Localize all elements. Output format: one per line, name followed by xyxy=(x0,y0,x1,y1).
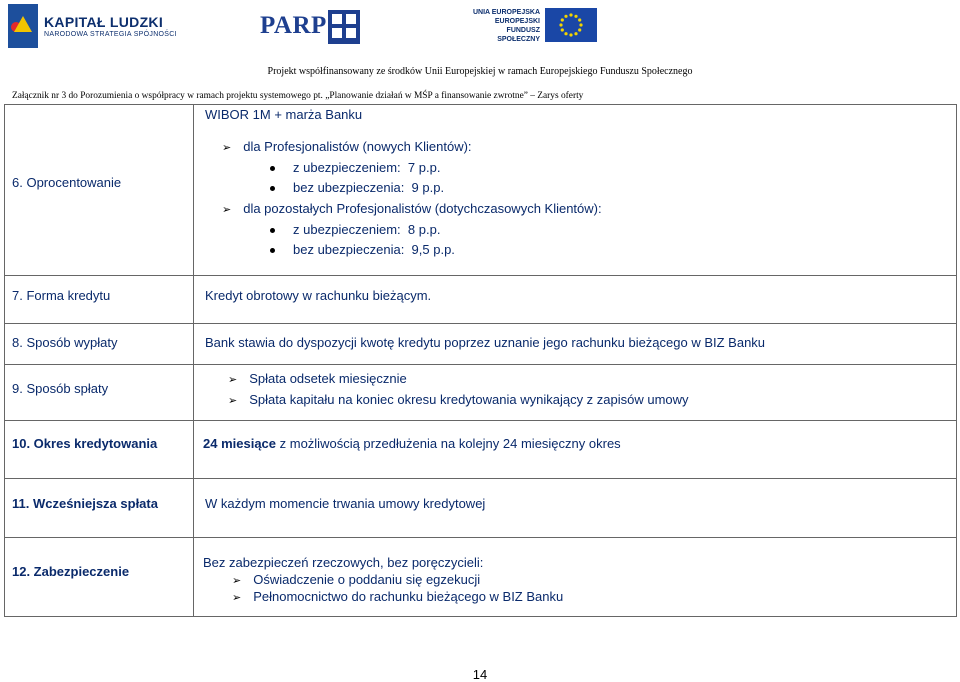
row-divider xyxy=(4,323,957,324)
arrow-bullet-icon: ➢ xyxy=(228,394,238,407)
row-label-sposob-splaty: 9. Sposób spłaty xyxy=(12,381,109,396)
period-rest: z możliwością przedłużenia na kolejny 24 miesięczny okres xyxy=(276,436,621,451)
arrow-bullet-icon: ➢ xyxy=(232,574,242,587)
row-label-okres-kredytowania: 10. Okres kredytowania xyxy=(12,436,158,451)
kapital-ludzki-subtitle: NARODOWA STRATEGIA SPÓJNOŚCI xyxy=(44,31,177,38)
row-label-forma-kredytu: 7. Forma kredytu xyxy=(12,288,111,303)
eu-line-2: EUROPEJSKI xyxy=(494,18,540,25)
group-label: dla Profesjonalistów (nowych Klientów): xyxy=(243,139,472,154)
item-label: z ubezpieczeniem: xyxy=(293,222,401,237)
item-value: 8 p.p. xyxy=(407,222,441,237)
eu-line-1: UNIA EUROPEJSKA xyxy=(472,9,540,16)
column-divider xyxy=(193,104,194,617)
page-number: 14 xyxy=(472,667,488,682)
row-divider xyxy=(4,275,957,276)
row-label-zabezpieczenie: 12. Zabezpieczenie xyxy=(12,564,130,579)
dot-bullet-icon xyxy=(270,228,275,233)
wibor-text: WIBOR 1M + marża Banku xyxy=(205,107,363,122)
interest-group-new-clients xyxy=(222,139,472,154)
parp-emblem-icon xyxy=(328,10,360,44)
arrow-bullet-icon: ➢ xyxy=(222,203,232,216)
interest-item xyxy=(270,180,444,195)
period-bold: 24 miesiące xyxy=(203,436,277,451)
eu-line-3: FUNDUSZ SPOŁECZNY xyxy=(497,27,540,43)
interest-group-existing-clients xyxy=(222,201,602,216)
row-value-sposob-wyplaty: Bank stawia do dyspozycji kwotę kredytu poprzez uznanie jego rachunku bieżącego w BIZ Banku xyxy=(205,335,766,350)
item-label: Pełnomocnictwo do rachunku bieżącego w BIZ Banku xyxy=(253,589,564,604)
parp-wordmark: PARP xyxy=(260,12,327,39)
project-line: Projekt współfinansowany ze środków Unii Europejskiej w ramach Europejskiego Funduszu Społecznego xyxy=(267,66,693,77)
collateral-item xyxy=(232,572,480,587)
row-divider xyxy=(4,364,957,365)
row-value-forma-kredytu: Kredyt obrotowy w rachunku bieżącym. xyxy=(205,288,432,303)
item-label: z ubezpieczeniem: xyxy=(293,160,401,175)
kapital-ludzki-emblem-icon xyxy=(8,4,38,48)
row-divider xyxy=(4,537,957,538)
eu-logo-text xyxy=(468,8,540,44)
interest-item xyxy=(270,160,440,175)
row-divider xyxy=(4,478,957,479)
repayment-item xyxy=(228,371,407,386)
interest-item xyxy=(270,242,455,257)
item-label: Oświadczenie o poddaniu się egzekucji xyxy=(253,572,481,587)
arrow-bullet-icon: ➢ xyxy=(222,141,232,154)
parp-logo xyxy=(260,10,370,48)
item-label: Spłata odsetek miesięcznie xyxy=(249,371,407,386)
interest-item xyxy=(270,222,440,237)
kapital-ludzki-logo xyxy=(8,4,177,50)
item-label: bez ubezpieczenia: xyxy=(293,242,405,257)
arrow-bullet-icon: ➢ xyxy=(232,591,242,604)
collateral-item xyxy=(232,589,563,604)
dot-bullet-icon xyxy=(270,248,275,253)
row-value-wczesniejsza-splata: W każdym momencie trwania umowy kredytowej xyxy=(205,496,486,511)
item-label: Spłata kapitału na koniec okresu kredytowania wynikający z zapisów umowy xyxy=(249,392,689,407)
arrow-bullet-icon: ➢ xyxy=(228,373,238,386)
row-divider xyxy=(4,420,957,421)
dot-bullet-icon xyxy=(270,186,275,191)
row-label-oprocentowanie: 6. Oprocentowanie xyxy=(12,175,122,190)
repayment-item xyxy=(228,392,689,407)
dot-bullet-icon xyxy=(270,166,275,171)
eu-logo xyxy=(468,8,598,46)
eu-flag-icon xyxy=(545,8,597,42)
group-label: dla pozostałych Profesjonalistów (dotychczasowych Klientów): xyxy=(243,201,602,216)
logo-bar xyxy=(0,0,960,60)
row-value-okres-kredytowania xyxy=(203,436,621,451)
kapital-ludzki-title: KAPITAŁ LUDZKI xyxy=(44,14,164,30)
item-value: 7 p.p. xyxy=(407,160,441,175)
item-label: bez ubezpieczenia: xyxy=(293,180,405,195)
row-label-wczesniejsza-splata: 11. Wcześniejsza spłata xyxy=(12,496,158,511)
row-label-sposob-wyplaty: 8. Sposób wypłaty xyxy=(12,335,118,350)
item-value: 9 p.p. xyxy=(411,180,445,195)
item-value: 9,5 p.p. xyxy=(411,242,455,257)
annex-line: Załącznik nr 3 do Porozumienia o współpracy w ramach projektu systemowego pt. „Planowanie działań w MŚP a finansowanie zwrotne” – Zarys oferty xyxy=(12,91,584,101)
collateral-intro: Bez zabezpieczeń rzeczowych, bez poręczycieli: xyxy=(203,555,484,570)
offer-table xyxy=(4,104,957,617)
